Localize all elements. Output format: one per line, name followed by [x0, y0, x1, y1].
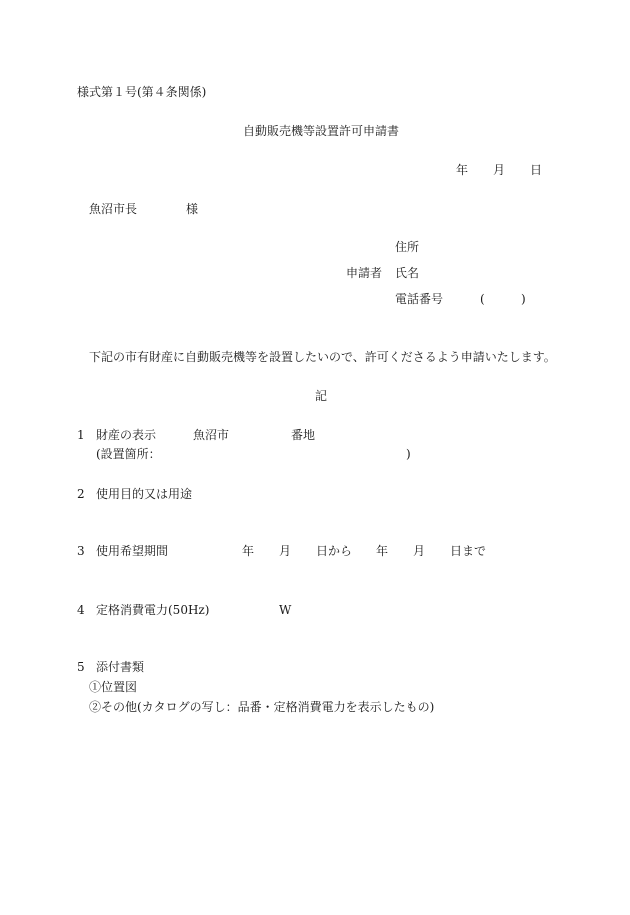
property-banchi: 番地 [291, 428, 316, 442]
item-number: 2 [77, 487, 85, 501]
form-number: 様式第１号(第４条関係) [77, 85, 207, 99]
date-month-label: 月 [493, 163, 506, 177]
item-number: 4 [77, 603, 85, 617]
property-location-open: (設置箇所： [96, 447, 161, 461]
item-label: 定格消費電力(50Hz) [96, 603, 210, 617]
item-label: 添付書類 [96, 660, 145, 674]
item-number: 1 [77, 428, 85, 442]
phone-paren-close: ) [521, 292, 526, 306]
period-from-year: 年 [242, 544, 255, 558]
date-day-label: 日 [530, 163, 543, 177]
period-to-day: 日まで [450, 544, 487, 558]
period-to-month: 月 [413, 544, 426, 558]
period-from-day: 日から [316, 544, 353, 558]
attachment-item-location-map: ①位置図 [89, 680, 138, 694]
attachment-item-other: ②その他(カタログの写し：品番・定格消費電力を表示したもの) [89, 700, 435, 714]
property-city: 魚沼市 [193, 428, 230, 442]
item-number: 5 [77, 660, 85, 674]
item-number: 3 [77, 544, 85, 558]
addressee-name: 魚沼市長 [89, 202, 138, 216]
ki-heading: 記 [315, 389, 328, 403]
period-to-year: 年 [376, 544, 389, 558]
item-label: 使用目的又は用途 [96, 487, 193, 501]
applicant-phone-label: 電話番号 [395, 292, 444, 306]
form-title: 自動販売機等設置許可申請書 [243, 124, 400, 138]
applicant-role-label: 申請者 [346, 266, 383, 280]
property-location-close: ) [406, 447, 411, 461]
power-unit: W [279, 603, 292, 617]
applicant-name-label: 氏名 [395, 266, 420, 280]
date-year-label: 年 [456, 163, 469, 177]
addressee-honorific: 様 [186, 202, 199, 216]
period-from-month: 月 [279, 544, 292, 558]
item-label: 使用希望期間 [96, 544, 169, 558]
applicant-address-label: 住所 [395, 240, 420, 254]
phone-paren-open: ( [480, 292, 485, 306]
item-label: 財産の表示 [96, 428, 157, 442]
body-text: 下記の市有財産に自動販売機等を設置したいので、許可くださるよう申請いたします。 [89, 350, 556, 364]
